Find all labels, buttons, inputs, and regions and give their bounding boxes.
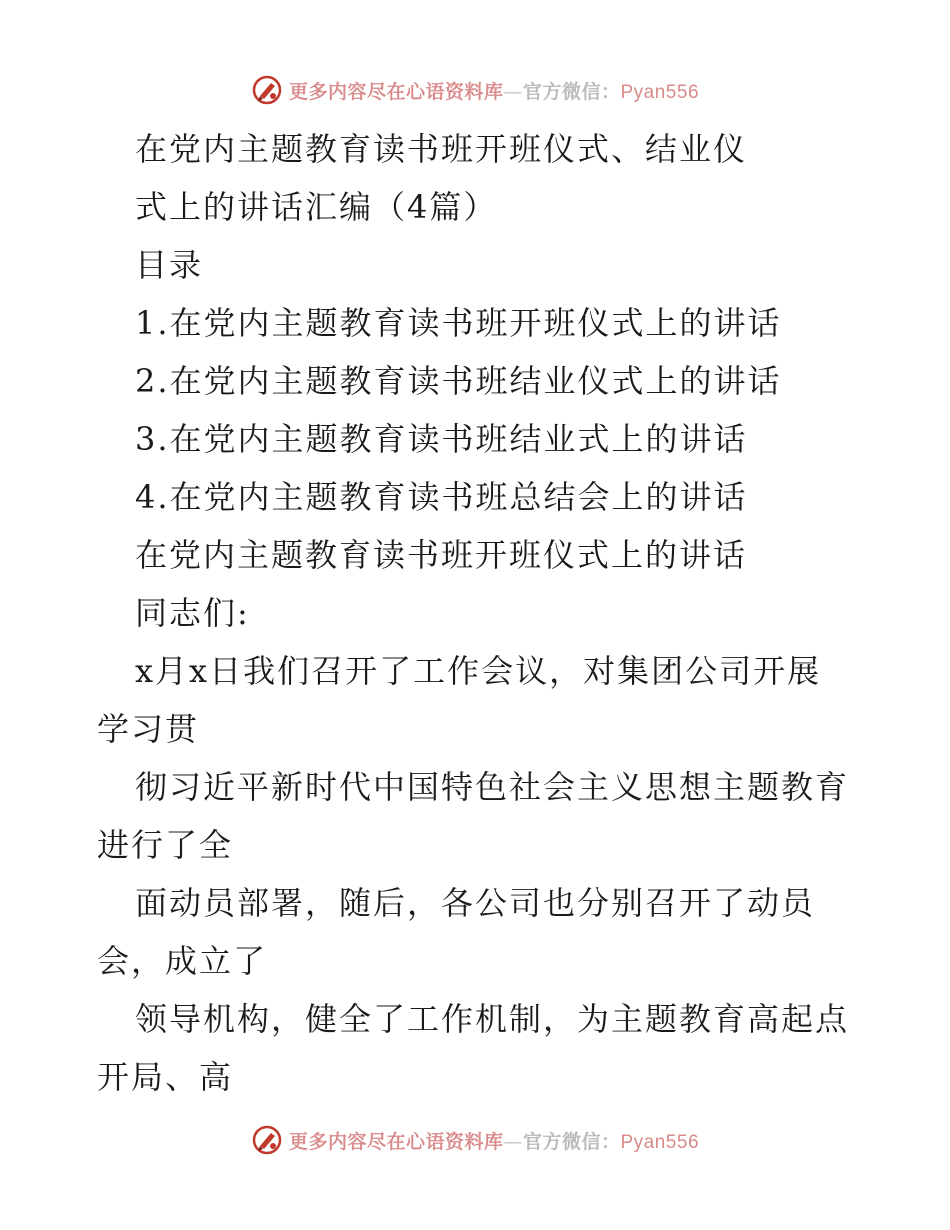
section-title: 在党内主题教育读书班开班仪式上的讲话 [135, 536, 748, 574]
body-line: 开局、高 [97, 1058, 234, 1096]
watermark-separator: — [503, 80, 523, 103]
document-title-line-2: 式上的讲话汇编（4篇） [135, 188, 498, 226]
watermark-brand: 更多内容尽在心语资料库 [288, 80, 504, 103]
toc-heading: 目录 [135, 246, 204, 284]
body-line: 学习贯 [97, 710, 200, 748]
body-line: 彻习近平新时代中国特色社会主义思想主题教育 [135, 768, 850, 806]
document-body [97, 120, 857, 1106]
watermark-wechat-id: Pyan556 [620, 81, 700, 103]
watermark-official: 官方微信： [522, 80, 621, 103]
toc-item: 2.在党内主题教育读书班结业仪式上的讲话 [135, 362, 782, 400]
body-line: 会，成立了 [97, 942, 268, 980]
toc-item: 3.在党内主题教育读书班结业式上的讲话 [135, 420, 748, 458]
watermark-official: 官方微信： [522, 1130, 621, 1153]
body-line: x月x日我们召开了工作会议，对集团公司开展 [135, 652, 822, 690]
body-line: 进行了全 [97, 826, 234, 864]
body-line: 领导机构，健全了工作机制，为主题教育高起点 [135, 1000, 850, 1038]
toc-item: 4.在党内主题教育读书班总结会上的讲话 [135, 478, 748, 516]
watermark-wechat-id: Pyan556 [620, 1131, 700, 1153]
watermark-brand: 更多内容尽在心语资料库 [288, 1130, 504, 1153]
pen-logo-icon [251, 74, 283, 106]
header-watermark [0, 70, 950, 110]
toc-item: 1.在党内主题教育读书班开班仪式上的讲话 [135, 304, 782, 342]
body-line: 面动员部署，随后，各公司也分别召开了动员 [135, 884, 816, 922]
watermark-separator: — [503, 1130, 523, 1153]
pen-logo-icon [251, 1124, 283, 1156]
footer-watermark [0, 1120, 950, 1160]
salutation: 同志们: [135, 594, 250, 632]
document-title-line-1: 在党内主题教育读书班开班仪式、结业仪 [135, 130, 748, 168]
